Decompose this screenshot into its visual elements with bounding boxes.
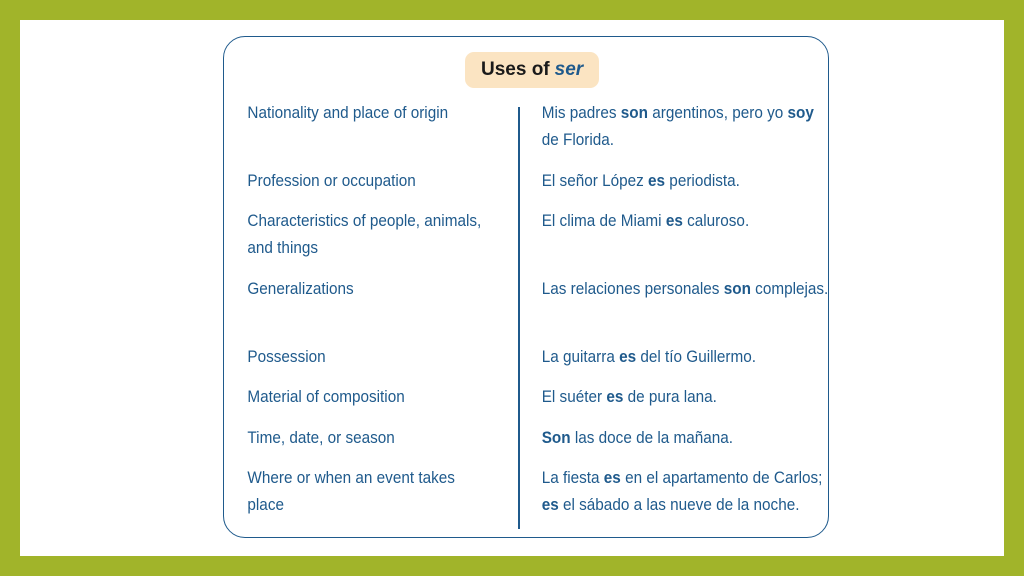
example-sentence: [542, 343, 830, 370]
use-label: Material of composition: [247, 387, 405, 406]
example-sentence: [542, 99, 830, 153]
use-label: Possession: [247, 347, 326, 366]
example-text: La fiesta: [541, 468, 604, 487]
column-divider: [518, 107, 520, 529]
ser-verb-form: es: [603, 468, 621, 487]
slide-canvas: [20, 20, 1004, 556]
uses-of-ser-card: [223, 36, 829, 538]
ser-verb-form: es: [541, 495, 559, 514]
example-sentence: [542, 464, 830, 518]
card-title: [465, 52, 599, 88]
use-label: Generalizations: [247, 279, 354, 298]
ser-verb-form: soy: [787, 103, 814, 122]
example-sentence: [542, 207, 830, 234]
card-title-emphasis: ser: [554, 59, 584, 80]
use-label: Characteristics of people, animals, and things: [247, 211, 482, 257]
example-text: El señor López: [541, 171, 649, 190]
ser-verb-form: es: [619, 347, 637, 366]
ser-verb-form: es: [648, 171, 666, 190]
example-text: periodista.: [665, 171, 740, 190]
ser-verb-form: son: [723, 279, 751, 298]
use-label: Time, date, or season: [247, 428, 395, 447]
example-sentence: [542, 275, 830, 302]
example-text: en el apartamento de Carlos;: [620, 468, 823, 487]
example-sentence: [542, 383, 830, 410]
ser-verb-form: Son: [541, 428, 571, 447]
example-text: las doce de la mañana.: [570, 428, 734, 447]
example-text: de Florida.: [541, 130, 614, 149]
example-text: de pura lana.: [623, 387, 717, 406]
card-title-prefix: Uses of: [481, 59, 550, 80]
example-sentence: [542, 424, 830, 451]
ser-verb-form: son: [620, 103, 648, 122]
use-label: Profession or occupation: [247, 171, 416, 190]
use-label: Where or when an event takes place: [247, 468, 455, 514]
example-text: Las relaciones personales: [541, 279, 724, 298]
example-text: el sábado a las nueve de la noche.: [558, 495, 800, 514]
use-label: Nationality and place of origin: [247, 103, 449, 122]
example-text: argentinos, pero yo: [647, 103, 788, 122]
example-sentence: [542, 167, 830, 194]
example-text: caluroso.: [682, 211, 750, 230]
example-text: El clima de Miami: [541, 211, 666, 230]
ser-verb-form: es: [606, 387, 624, 406]
example-text: La guitarra: [541, 347, 620, 366]
ser-verb-form: es: [665, 211, 683, 230]
example-text: Mis padres: [541, 103, 621, 122]
example-text: El suéter: [541, 387, 607, 406]
example-text: complejas.: [750, 279, 829, 298]
example-text: del tío Guillermo.: [636, 347, 757, 366]
